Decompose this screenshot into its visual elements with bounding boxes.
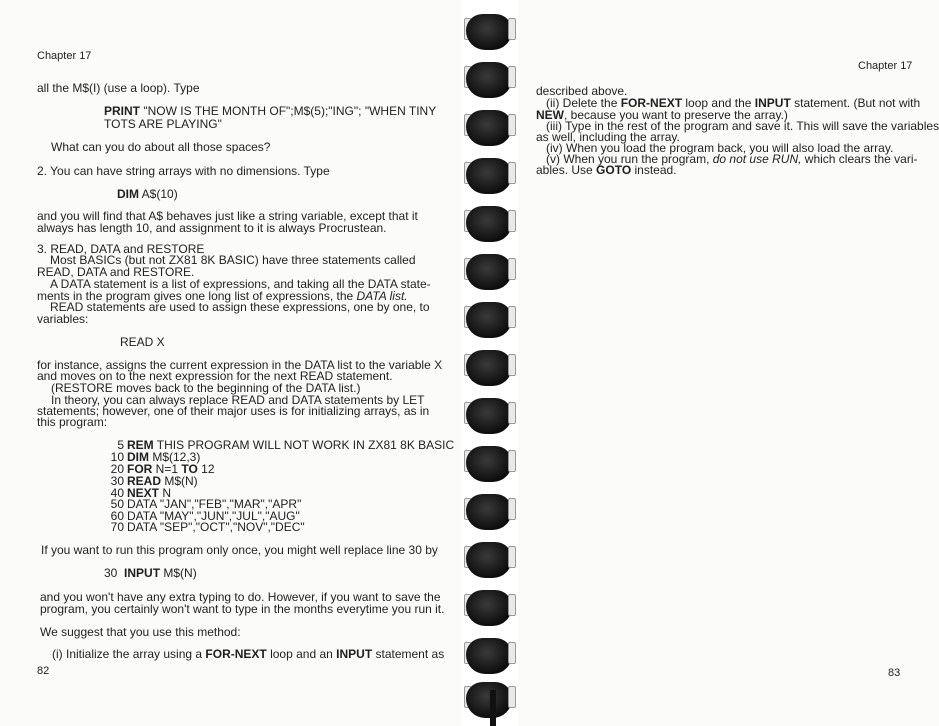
right-page-number: 83 xyxy=(888,667,901,679)
binding-ring xyxy=(464,302,514,342)
binding-ring xyxy=(464,158,514,198)
left-chapter-header: Chapter 17 xyxy=(37,50,92,62)
right-chapter-header: Chapter 17 xyxy=(858,60,913,72)
text-line: NEW, because you want to preserve the array.) xyxy=(536,108,788,122)
text-line: In theory, you can always replace READ and DATA statements by LET xyxy=(51,393,425,407)
text-line: 2. You can have string arrays with no dimensions. Type xyxy=(37,164,330,178)
binding-ring xyxy=(464,254,514,294)
text-line: always has length 10, and assignment to it is always Procrustean. xyxy=(37,221,387,235)
text-line: (iii) Type in the rest of the program and save it. This will save the variables xyxy=(546,119,939,133)
line-number: 60 xyxy=(110,509,124,523)
code-line: READ X xyxy=(120,335,165,349)
section-heading: 3. READ, DATA and RESTORE xyxy=(37,242,205,256)
line-number: 70 xyxy=(110,520,124,534)
text-line: ables. Use GOTO instead. xyxy=(536,163,677,177)
text-line: and you won't have any extra typing to do. However, if you want to save the xyxy=(40,590,441,604)
code-line: DATA "MAY","JUN","JUL","AUG" xyxy=(127,509,300,523)
binding-ring xyxy=(464,494,514,534)
line-number: 10 xyxy=(110,450,124,464)
text-line: all the M$(I) (use a loop). Type xyxy=(37,81,200,95)
line-number: 5 xyxy=(117,438,124,452)
text-line: READ statements are used to assign these expressions, one by one, to xyxy=(50,300,430,314)
text-line: ments in the program gives one long list of expressions, the DATA list. xyxy=(37,289,408,303)
text-line: as well, including the array. xyxy=(536,130,680,144)
binding-ring xyxy=(464,446,514,486)
text-line: Most BASICs (but not ZX81 8K BASIC) have three statements called xyxy=(50,253,416,267)
line-number: 20 xyxy=(110,462,124,476)
binding-ring xyxy=(464,350,514,390)
binding-ring xyxy=(464,638,514,678)
line-number: 40 xyxy=(110,486,124,500)
binding-ring xyxy=(464,110,514,150)
code-line: READ M$(N) xyxy=(127,474,198,488)
code-line: NEXT N xyxy=(127,486,172,500)
right-page xyxy=(518,0,939,726)
code-line: DATA "SEP","OCT","NOV","DEC" xyxy=(127,520,305,534)
text-line: We suggest that you use this method: xyxy=(40,625,241,639)
text-line: What can you do about all those spaces? xyxy=(51,140,271,154)
code-line: DIM M$(12,3) xyxy=(127,450,201,464)
code-line: REM THIS PROGRAM WILL NOT WORK IN ZX81 8K BASIC xyxy=(127,438,455,452)
text-line: this program: xyxy=(37,415,108,429)
text-line: READ, DATA and RESTORE. xyxy=(37,265,195,279)
text-line: A DATA statement is a list of expressions, and taking all the DATA state- xyxy=(50,277,431,291)
text-line: for instance, assigns the current expression in the DATA list to the variable X xyxy=(37,358,443,372)
text-line: (iv) When you load the program back, you will also load the array. xyxy=(546,141,894,155)
code-line: 30 INPUT M$(N) xyxy=(104,566,197,580)
line-number: 50 xyxy=(110,497,124,511)
code-line: DIM A$(10) xyxy=(117,187,178,201)
binding-ring xyxy=(464,206,514,246)
binding-ring xyxy=(464,398,514,438)
binding-ring xyxy=(464,682,514,722)
text-line: variables: xyxy=(37,312,89,326)
text-line: If you want to run this program only once, you might well replace line 30 by xyxy=(41,543,438,557)
line-number: 30 xyxy=(110,474,124,488)
text-line: and you will find that A$ behaves just like a string variable, except that it xyxy=(37,209,418,223)
code-line: DATA "JAN","FEB","MAR","APR" xyxy=(127,497,302,511)
text-line: (ii) Delete the FOR-NEXT loop and the INPUT statement. (But not with xyxy=(546,96,921,110)
left-page xyxy=(0,0,462,726)
text-line: program, you certainly won't want to type in the months everytime you run it. xyxy=(40,602,445,616)
text-line: described above. xyxy=(536,84,628,98)
code-line: TOTS ARE PLAYING" xyxy=(104,117,222,131)
text-line: and moves on to the next expression for the next READ statement. xyxy=(37,369,393,383)
left-page-number: 82 xyxy=(37,665,50,677)
text-line: (v) When you run the program, do not use RUN, which clears the vari- xyxy=(546,152,918,166)
binding-ring xyxy=(464,62,514,102)
code-line: FOR N=1 TO 12 xyxy=(127,462,215,476)
text-line: statements; however, one of their major uses is for initializing arrays, as in xyxy=(37,404,430,418)
text-line: (i) Initialize the array using a FOR-NEXT loop and an INPUT statement as xyxy=(52,647,445,661)
code-line: PRINT "NOW IS THE MONTH OF";M$(5);"ING"; "WHEN TINY xyxy=(104,104,437,118)
spine-shadow xyxy=(490,690,496,726)
binding-ring xyxy=(464,542,514,582)
binding-ring xyxy=(464,14,514,54)
binding-ring xyxy=(464,590,514,630)
text-line: (RESTORE moves back to the beginning of the DATA list.) xyxy=(51,381,361,395)
